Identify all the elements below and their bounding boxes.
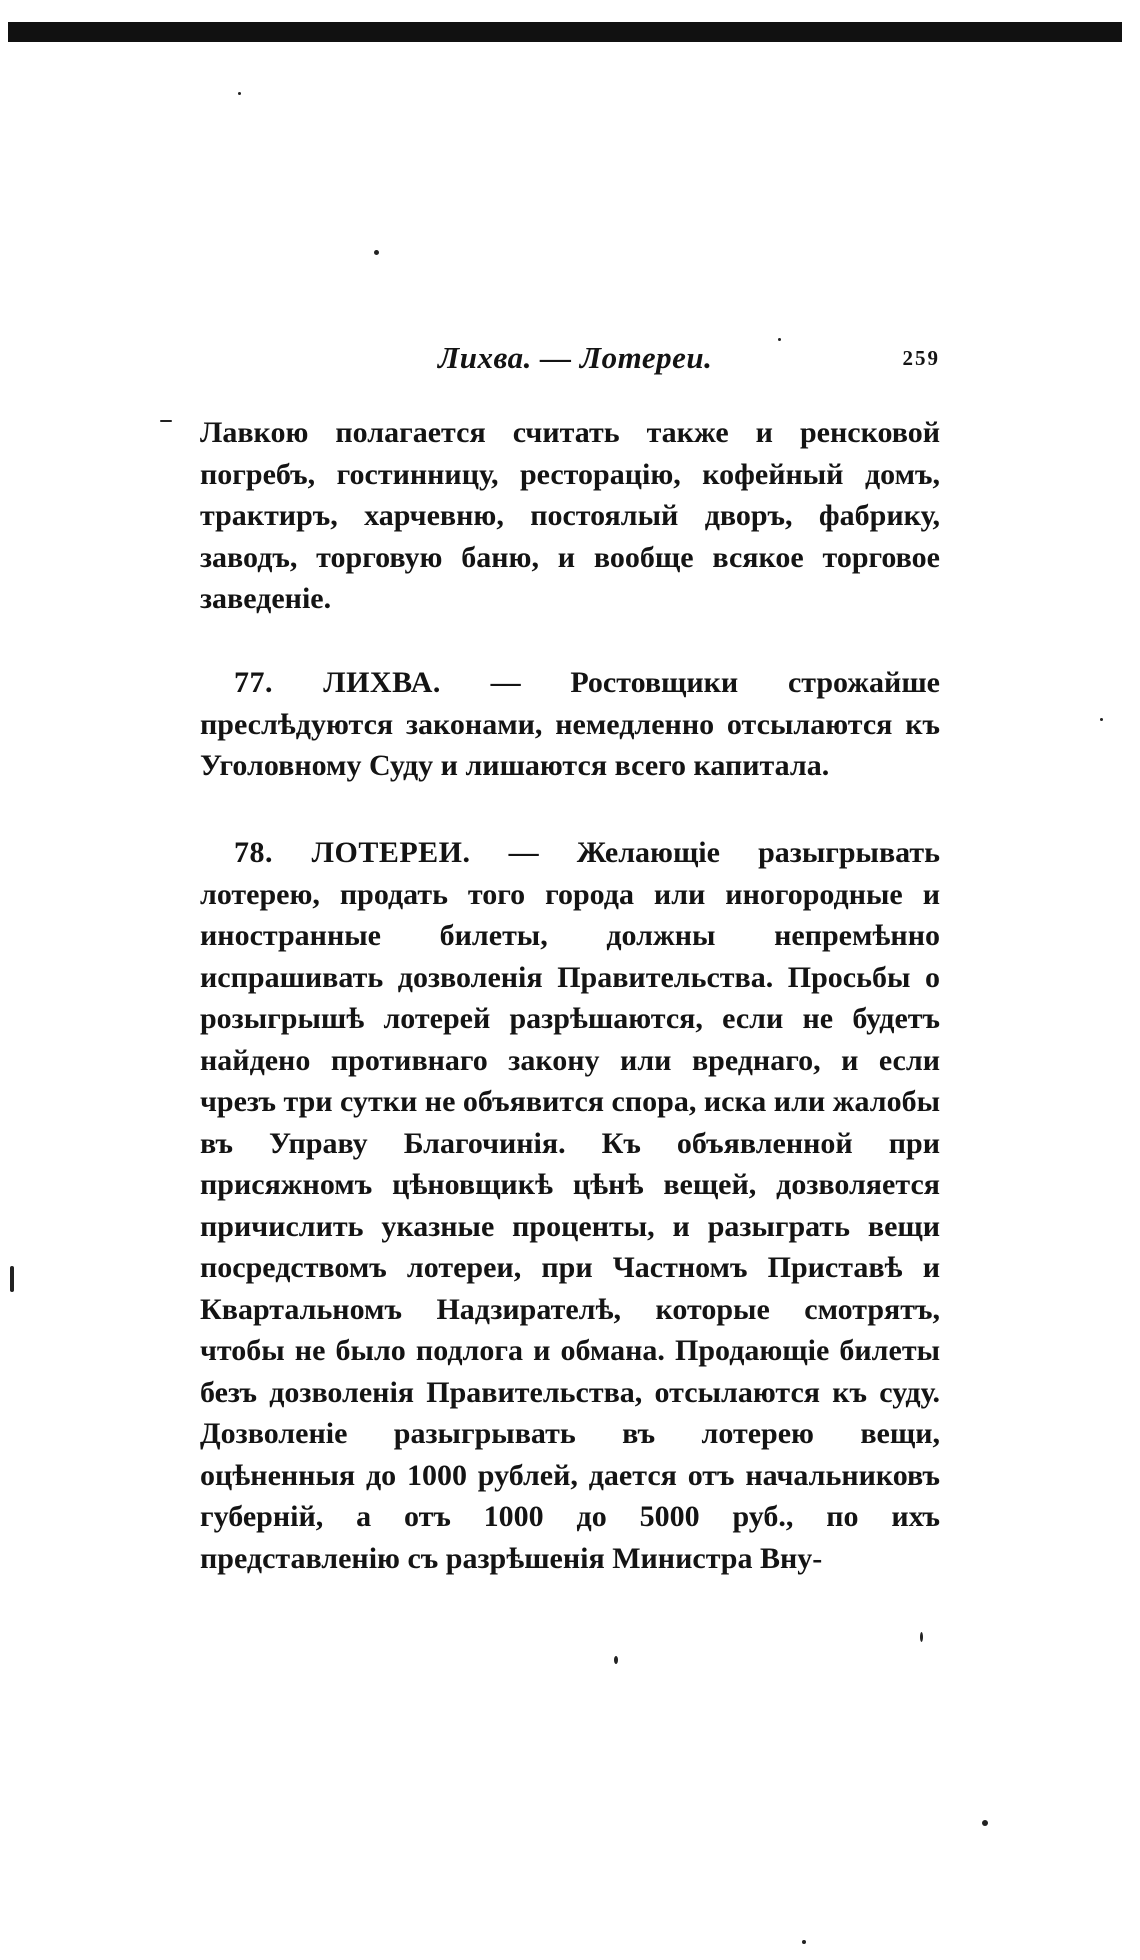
page-header [200,340,940,384]
scan-speck [238,92,241,95]
scan-speck [374,250,379,255]
paragraph-lichva [200,662,940,787]
paragraph-text: Лавкою полагается считать также и ренсковой погребъ, гостинницу, ресторацію, кофейный домъ, трактиръ, харчевню, постоялый дворъ, фабрику, заводъ, торговую баню, и вообще всякое торговое заведеніе. [200,416,940,615]
scan-speck [10,1266,14,1292]
scan-speck [920,1632,923,1642]
scan-speck [1100,718,1103,721]
paragraph-continuation [200,412,940,620]
scan-speck [802,1940,806,1944]
rule-notch [1122,22,1132,42]
top-border-rule [8,22,1132,42]
scan-speck [778,338,781,341]
page-number: 259 [902,346,940,370]
paragraph-text: — Ростовщики строжайше преслѣдуются законами, немедленно отсылаются къ Уголовному Суду и лишаются всего капитала. [200,666,940,782]
paragraph-text: — Желающіе разыгрывать лотерею, продать того города или иногородные и иностранные билеты, должны непремѣнно испрашивать дозволенія Правительства. Просьбы о розыгрышѣ лотерей разрѣшаются, если не будетъ найдено противнаго закону или вреднаго, и если чрезъ три сутки не объявится спора, иска или жалобы въ Управу Благочинія. Къ объявленной при присяжномъ цѣновщикѣ цѣнѣ вещей, дозволяется причислить указные проценты, и разыграть вещи посредствомъ лотереи, при Частномъ Приставѣ и Квартальномъ Надзирателѣ, которые смотрятъ, чтобы не было подлога и обмана. Продающіе билеты безъ дозволенія Правительства, отсылаются къ суду. Дозволеніе разыгрывать въ лотерею вещи, оцѣненныя до 1000 рублей, дается отъ начальниковъ губерній, а отъ 1000 до 5000 руб., по ихъ представленію съ разрѣшенія Министра Вну- [200,836,940,1575]
paragraph-loterei [200,832,940,1579]
scan-speck [160,420,172,422]
section-heading-lichva: 77. ЛИХВА. [234,666,441,699]
section-heading-loterei: 78. ЛОТЕРЕИ. [234,836,471,869]
scan-speck [982,1820,988,1826]
scan-speck [614,1656,618,1664]
running-head: Лихва. — Лотереи. [438,340,713,375]
